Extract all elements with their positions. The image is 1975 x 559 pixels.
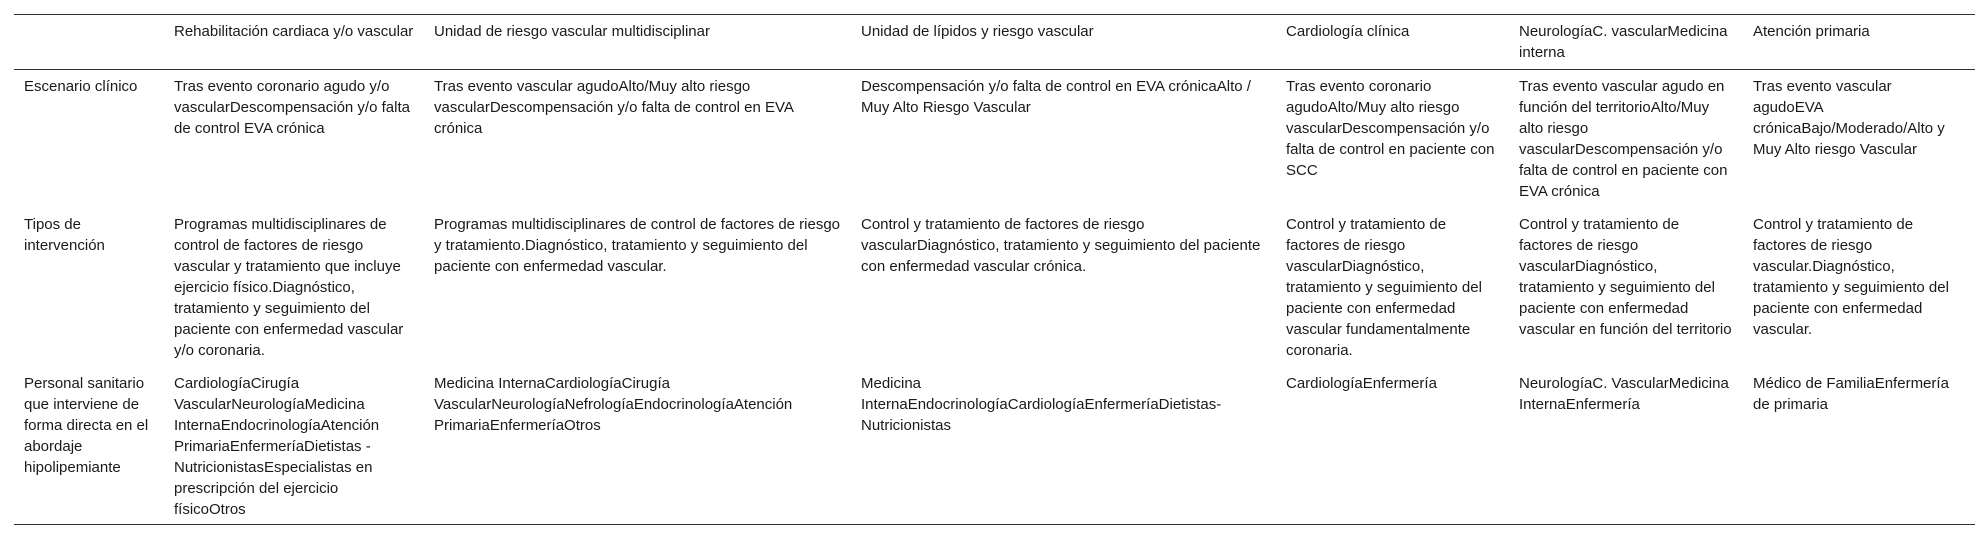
table-cell: CardiologíaEnfermería bbox=[1286, 375, 1437, 392]
table-cell: Programas multidisciplinares de control de factores de riesgo y tratamiento.Diagnóstico, tratamiento y seguimiento del paciente con enfermedad vascular. bbox=[434, 216, 841, 275]
row-label-personal: Personal sanitario que interviene de forma directa en el abordaje hipolipemiante bbox=[24, 375, 149, 476]
table-container bbox=[14, 14, 1975, 525]
comparison-table bbox=[14, 14, 1975, 525]
table-cell: Tras evento coronario agudo y/o vascularDescompensación y/o falta de control EVA crónica bbox=[174, 78, 410, 137]
table-cell: Medicina InternaEndocrinologíaCardiologíaEnfermeríaDietistas-Nutricionistas bbox=[861, 375, 1222, 434]
table-cell: CardiologíaCirugía VascularNeurologíaMedicina InternaEndocrinologíaAtención PrimariaEnfermeríaDietistas - NutricionistasEspecialistas en prescripción del ejercicio físicoOtros bbox=[174, 375, 380, 518]
header-cell-empty bbox=[14, 15, 164, 70]
table-row bbox=[14, 70, 1975, 209]
header-cell-atencion-primaria: Atención primaria bbox=[1753, 23, 1870, 40]
table-cell: Control y tratamiento de factores de riesgo vascularDiagnóstico, tratamiento y seguimiento del paciente con enfermedad vascular crónica. bbox=[861, 216, 1261, 275]
table-row bbox=[14, 208, 1975, 367]
header-cell-unidad-riesgo-vascular: Unidad de riesgo vascular multidisciplinar bbox=[434, 23, 710, 40]
header-row bbox=[14, 15, 1975, 70]
table-cell: Medicina InternaCardiologíaCirugía VascularNeurologíaNefrologíaEndocrinologíaAtención PrimariaEnfermeríaOtros bbox=[434, 375, 793, 434]
table-cell: Médico de FamiliaEnfermería de primaria bbox=[1753, 375, 1949, 413]
table-cell: Tras evento coronario agudoAlto/Muy alto riesgo vascularDescompensación y/o falta de control en paciente con SCC bbox=[1286, 78, 1495, 179]
table-cell: Tras evento vascular agudoEVA crónicaBajo/Moderado/Alto y Muy Alto riesgo Vascular bbox=[1753, 78, 1945, 158]
row-label-tipos: Tipos de intervención bbox=[24, 216, 105, 254]
header-cell-cardiologia-clinica: Cardiología clínica bbox=[1286, 23, 1410, 40]
header-cell-neurologia: NeurologíaC. vascularMedicina interna bbox=[1519, 23, 1728, 61]
table-cell: Control y tratamiento de factores de riesgo vascular.Diagnóstico, tratamiento y seguimiento del paciente con enfermedad vascular. bbox=[1753, 216, 1949, 338]
table-row bbox=[14, 367, 1975, 525]
header-cell-rehabilitacion: Rehabilitación cardiaca y/o vascular bbox=[174, 23, 414, 40]
table-cell: Control y tratamiento de factores de riesgo vascularDiagnóstico, tratamiento y seguimiento del paciente con enfermedad vascular en función del territorio bbox=[1519, 216, 1732, 338]
table-cell: Tras evento vascular agudo en función del territorioAlto/Muy alto riesgo vascularDescompensación y/o falta de control en paciente con EVA crónica bbox=[1519, 78, 1728, 200]
row-label-escenario: Escenario clínico bbox=[24, 78, 138, 95]
table-cell: Descompensación y/o falta de control en EVA crónicaAlto / Muy Alto Riesgo Vascular bbox=[861, 78, 1251, 116]
table-cell: NeurologíaC. VascularMedicina InternaEnfermería bbox=[1519, 375, 1729, 413]
header-cell-unidad-lipidos: Unidad de lípidos y riesgo vascular bbox=[861, 23, 1094, 40]
table-cell: Programas multidisciplinares de control de factores de riesgo vascular y tratamiento que incluye ejercicio físico.Diagnóstico, tratamiento y seguimiento del paciente con enfermedad vascular y/o coronaria. bbox=[174, 216, 404, 359]
table-cell: Tras evento vascular agudoAlto/Muy alto riesgo vascularDescompensación y/o falta de control en EVA crónica bbox=[434, 78, 794, 137]
table-cell: Control y tratamiento de factores de riesgo vascularDiagnóstico, tratamiento y seguimiento del paciente con enfermedad vascular fundamentalmente coronaria. bbox=[1286, 216, 1482, 359]
